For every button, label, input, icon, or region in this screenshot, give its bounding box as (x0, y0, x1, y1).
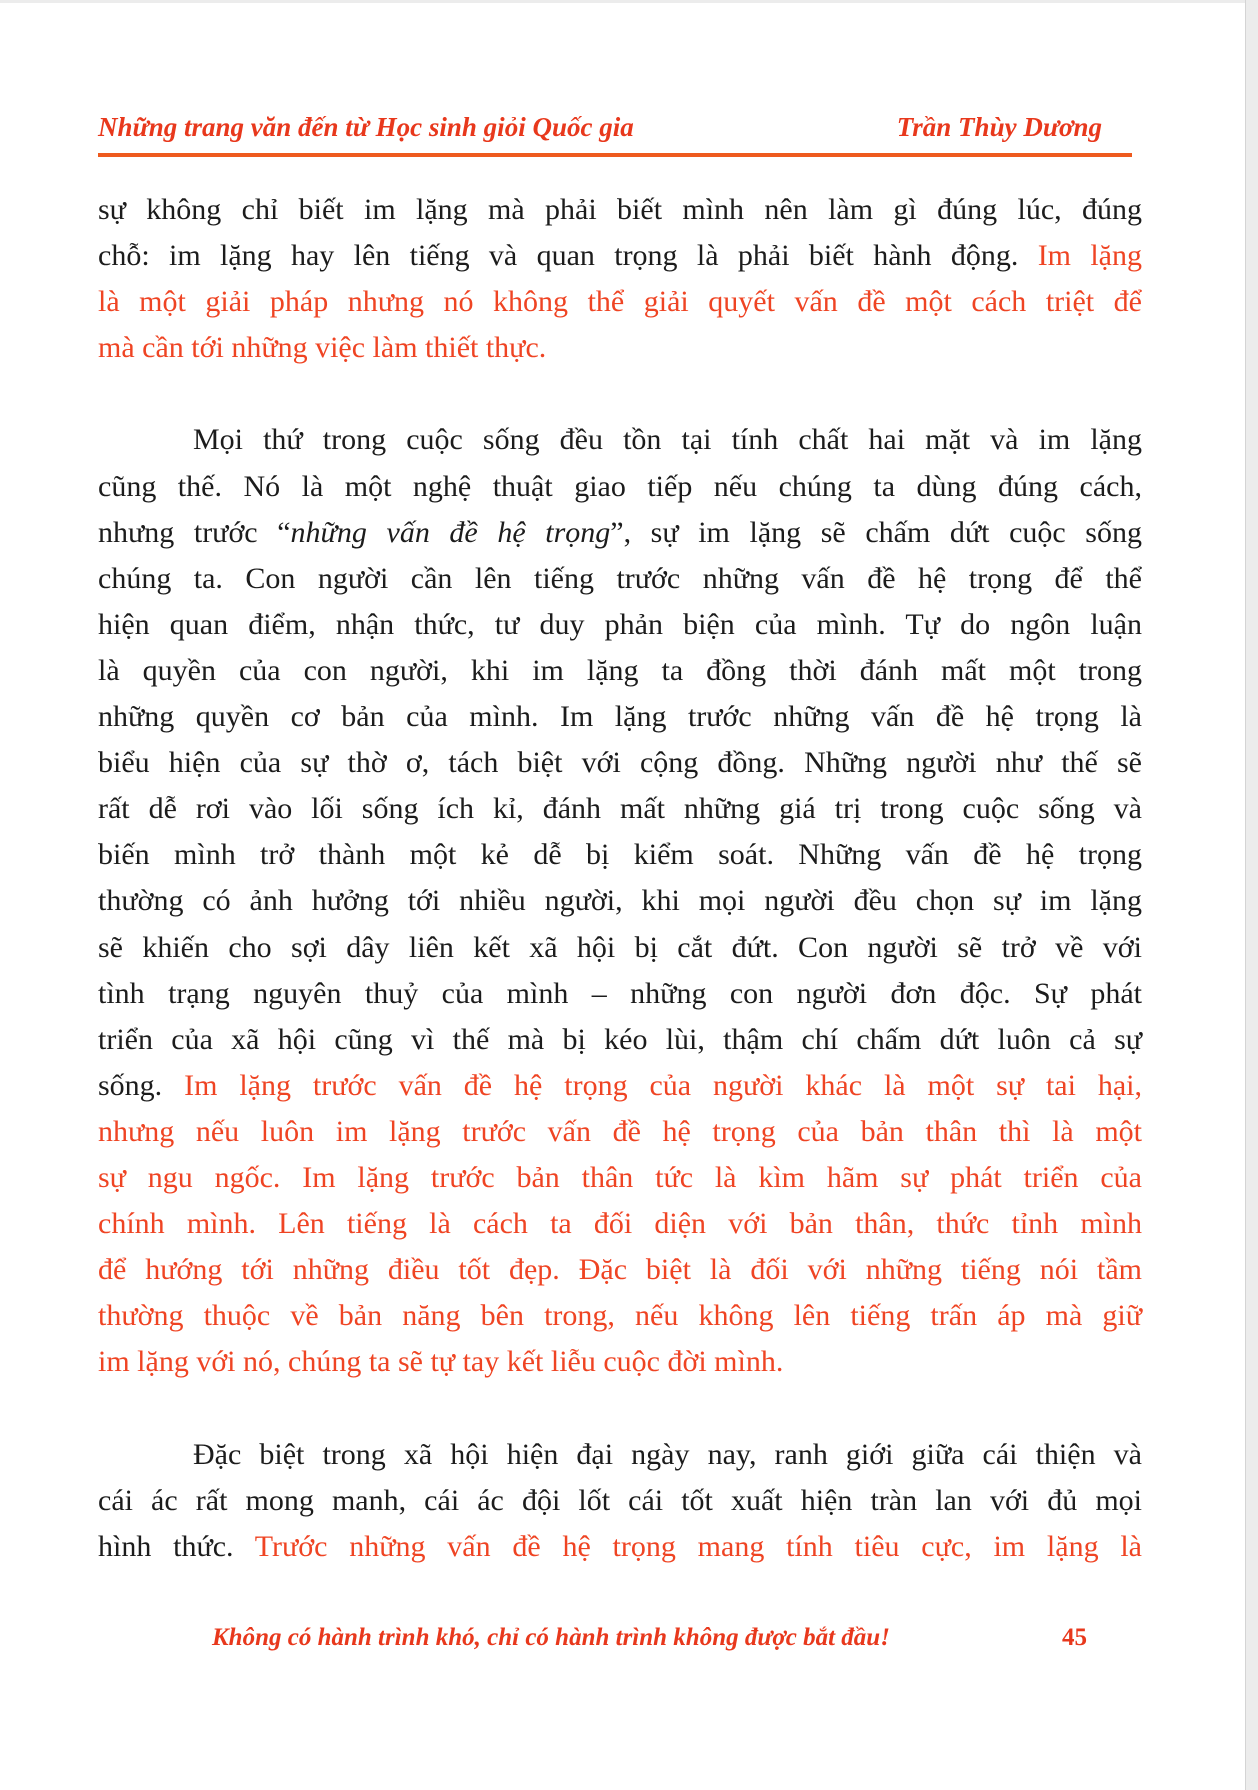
text-line (98, 1293, 1142, 1339)
text-line (98, 417, 1142, 463)
text-run: cái ác rất mong manh, cái ác đội lốt cái tốt xuất hiện tràn lan với đủ mọi (98, 1483, 1142, 1517)
highlighted-text: Im lặng (1037, 239, 1142, 273)
text-run: cũng thế. Nó là một nghệ thuật giao tiếp nếu chúng ta dùng đúng cách, (98, 469, 1142, 503)
text-run: sống. (98, 1068, 185, 1102)
text-run: ”, sự im lặng sẽ chấm dứt cuộc sống (610, 515, 1142, 549)
text-line (98, 878, 1142, 924)
text-run: Đặc biệt trong xã hội hiện đại ngày nay, ranh giới giữa cái thiện và (193, 1437, 1142, 1471)
text-line (98, 1201, 1142, 1247)
text-run: những quyền cơ bản của mình. Im lặng trước những vấn đề hệ trọng là (98, 700, 1142, 734)
author-name: Trần Thùy Dương (896, 112, 1102, 142)
highlighted-text: Im lặng trước vấn đề hệ trọng của người khác là một sự tai hại, (184, 1068, 1142, 1102)
text-run: biểu hiện của sự thờ ơ, tách biệt với cộng đồng. Những người như thế sẽ (98, 746, 1142, 780)
highlighted-text: là một giải pháp nhưng nó không thể giải quyết vấn đề một cách triệt để (98, 285, 1142, 319)
italic-text: những vấn đề hệ trọng (290, 515, 611, 549)
text-run: chỗ: im lặng hay lên tiếng và quan trọng là phải biết hành động. (98, 239, 1038, 273)
highlighted-text: Trước những vấn đề hệ trọng mang tính tiêu cực, im lặng là (254, 1529, 1142, 1563)
text-run: chúng ta. Con người cần lên tiếng trước những vấn đề hệ trọng để thể (98, 561, 1142, 595)
text-line (98, 464, 1142, 510)
text-run: nhưng trước “ (98, 515, 291, 549)
text-line (98, 1478, 1142, 1524)
text-line (98, 233, 1142, 279)
text-line (98, 694, 1142, 740)
paragraph (98, 1432, 1142, 1570)
book-title: Những trang văn đến từ Học sinh giỏi Quốc gia (98, 112, 634, 142)
text-run: hiện quan điểm, nhận thức, tư duy phản biện của mình. Tự do ngôn luận (98, 607, 1142, 641)
text-line (98, 1155, 1142, 1201)
highlighted-text: nhưng nếu luôn im lặng trước vấn đề hệ trọng của bản thân thì là một (98, 1114, 1142, 1148)
paragraph-spacer (98, 1385, 1142, 1431)
highlighted-text: mà cần tới những việc làm thiết thực. (98, 331, 547, 365)
text-line (98, 925, 1142, 971)
text-line (98, 971, 1142, 1017)
header-divider (98, 153, 1132, 157)
text-run: thường có ảnh hưởng tới nhiều người, khi mọi người đều chọn sự im lặng (98, 884, 1142, 918)
text-line (98, 1109, 1142, 1155)
body-text (98, 187, 1142, 1570)
text-line (98, 510, 1142, 556)
text-line (98, 1017, 1142, 1063)
running-header (98, 112, 1132, 152)
text-run: sự không chỉ biết im lặng mà phải biết mình nên làm gì đúng lúc, đúng (98, 193, 1142, 226)
text-line (98, 279, 1142, 325)
text-line (98, 602, 1142, 648)
footer-motto: Không có hành trình khó, chỉ có hành trình không được bắt đầu! (212, 1624, 890, 1651)
paragraph (98, 187, 1142, 371)
text-line (98, 740, 1142, 786)
page-top-edge (0, 0, 1258, 3)
text-line (98, 1063, 1142, 1109)
text-run: triển của xã hội cũng vì thế mà bị kéo lùi, thậm chí chấm dứt luôn cả sự (98, 1022, 1142, 1056)
text-line (98, 1339, 1142, 1385)
page-right-edge (1245, 0, 1258, 1790)
text-run: Mọi thứ trong cuộc sống đều tồn tại tính chất hai mặt và im lặng (193, 423, 1142, 457)
text-run: tình trạng nguyên thuỷ của mình – những con người đơn độc. Sự phát (98, 976, 1142, 1010)
text-line (98, 325, 1142, 371)
text-run: rất dễ rơi vào lối sống ích kỉ, đánh mất những giá trị trong cuộc sống và (98, 792, 1142, 826)
text-line (98, 556, 1142, 602)
text-line (98, 648, 1142, 694)
text-run: sẽ khiến cho sợi dây liên kết xã hội bị cắt đứt. Con người sẽ trở về với (98, 930, 1142, 964)
page-number: 45 (1062, 1624, 1087, 1651)
highlighted-text: để hướng tới những điều tốt đẹp. Đặc biệt là đối với những tiếng nói tầm (98, 1253, 1142, 1287)
highlighted-text: sự ngu ngốc. Im lặng trước bản thân tức là kìm hãm sự phát triển của (98, 1160, 1142, 1194)
text-line (98, 786, 1142, 832)
paragraph (98, 417, 1142, 1385)
highlighted-text: chính mình. Lên tiếng là cách ta đối diện với bản thân, thức tỉnh mình (98, 1207, 1142, 1241)
text-line (98, 1524, 1142, 1570)
paragraph-spacer (98, 371, 1142, 417)
text-line (98, 832, 1142, 878)
text-run: là quyền của con người, khi im lặng ta đồng thời đánh mất một trong (98, 653, 1142, 687)
text-run: biến mình trở thành một kẻ dễ bị kiểm soát. Những vấn đề hệ trọng (98, 838, 1142, 872)
text-line (98, 1247, 1142, 1293)
highlighted-text: im lặng với nó, chúng ta sẽ tự tay kết liễu cuộc đời mình. (98, 1345, 784, 1379)
highlighted-text: thường thuộc về bản năng bên trong, nếu không lên tiếng trấn áp mà giữ (98, 1299, 1142, 1333)
text-line (98, 1432, 1142, 1478)
text-line (98, 187, 1142, 233)
text-run: hình thức. (98, 1529, 255, 1563)
